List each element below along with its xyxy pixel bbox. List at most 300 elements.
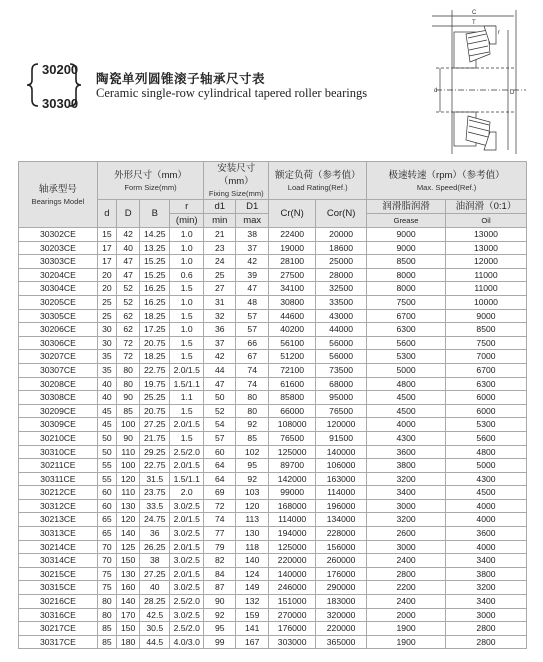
cell-big-d1: 113 <box>236 513 269 527</box>
header-form-size: 外形尺寸（mm） Form Size(mm) <box>97 162 203 200</box>
cell-cr: 125000 <box>269 445 316 459</box>
cell-big-d1: 167 <box>236 635 269 649</box>
cell-cor: 140000 <box>316 445 367 459</box>
cell-cr: 30800 <box>269 295 316 309</box>
cell-grease-speed: 8000 <box>367 268 446 282</box>
table-row <box>19 377 527 391</box>
cell-r: 3.0/2.5 <box>170 554 204 568</box>
cell-d: 75 <box>97 567 116 581</box>
cell-r: 3.0/2.5 <box>170 581 204 595</box>
cell-oil-speed: 2800 <box>445 622 526 636</box>
cell-d1: 95 <box>204 622 236 636</box>
cell-big-d: 150 <box>116 622 139 636</box>
cell-big-d: 140 <box>116 595 139 609</box>
cell-b: 33.5 <box>140 499 170 513</box>
cell-grease-speed: 4800 <box>367 377 446 391</box>
cell-big-d1: 37 <box>236 241 269 255</box>
cell-big-d: 100 <box>116 418 139 432</box>
header-r: r <box>170 200 204 214</box>
header-grease-en: Grease <box>367 214 446 228</box>
cell-cr: 176000 <box>269 622 316 636</box>
cell-grease-speed: 1900 <box>367 622 446 636</box>
cell-cor: 73500 <box>316 363 367 377</box>
cell-big-d1: 39 <box>236 268 269 282</box>
cell-r: 1.0 <box>170 295 204 309</box>
cell-d: 55 <box>97 459 116 473</box>
cell-big-d1: 66 <box>236 336 269 350</box>
cell-big-d: 80 <box>116 363 139 377</box>
header-b: B <box>140 200 170 228</box>
cell-model: 30213CE <box>19 513 98 527</box>
cell-d1: 36 <box>204 323 236 337</box>
cell-grease-speed: 3400 <box>367 486 446 500</box>
cell-b: 26.25 <box>140 540 170 554</box>
cell-grease-speed: 3600 <box>367 445 446 459</box>
cell-b: 25.25 <box>140 391 170 405</box>
table-row <box>19 595 527 609</box>
cell-d: 45 <box>97 418 116 432</box>
cell-big-d: 125 <box>116 540 139 554</box>
cell-big-d1: 85 <box>236 431 269 445</box>
cell-b: 15.25 <box>140 268 170 282</box>
cell-d1: 27 <box>204 282 236 296</box>
cell-d: 85 <box>97 635 116 649</box>
cell-cr: 34100 <box>269 282 316 296</box>
cell-cr: 125000 <box>269 540 316 554</box>
cell-big-d1: 80 <box>236 404 269 418</box>
cell-cor: 290000 <box>316 581 367 595</box>
table-row <box>19 336 527 350</box>
cell-big-d: 150 <box>116 554 139 568</box>
cell-big-d: 47 <box>116 268 139 282</box>
cell-r: 2.0/1.5 <box>170 513 204 527</box>
series-label-bottom: 30300 <box>42 96 79 111</box>
cell-cor: 163000 <box>316 472 367 486</box>
cell-d: 20 <box>97 268 116 282</box>
cell-big-d1: 67 <box>236 350 269 364</box>
cell-d: 85 <box>97 622 116 636</box>
table-row <box>19 228 527 242</box>
cell-d: 30 <box>97 336 116 350</box>
cell-d: 25 <box>97 309 116 323</box>
cell-grease-speed: 7500 <box>367 295 446 309</box>
table-row <box>19 499 527 513</box>
cell-grease-speed: 2600 <box>367 527 446 541</box>
table-row <box>19 363 527 377</box>
cell-big-d1: 92 <box>236 472 269 486</box>
cell-b: 19.75 <box>140 377 170 391</box>
table-row <box>19 635 527 649</box>
cell-d: 60 <box>97 499 116 513</box>
bearing-spec-table <box>18 161 527 649</box>
header-cr: Cr(N) <box>269 200 316 228</box>
cell-big-d: 110 <box>116 486 139 500</box>
cell-grease-speed: 6700 <box>367 309 446 323</box>
cell-cr: 44600 <box>269 309 316 323</box>
cell-grease-speed: 2400 <box>367 554 446 568</box>
cell-grease-speed: 5300 <box>367 350 446 364</box>
diagram-label-r: r <box>498 30 500 36</box>
cell-oil-speed: 3200 <box>445 581 526 595</box>
cell-oil-speed: 3400 <box>445 554 526 568</box>
cell-cr: 246000 <box>269 581 316 595</box>
cell-d1: 74 <box>204 513 236 527</box>
header-r-min: (min) <box>170 214 204 228</box>
cell-oil-speed: 6000 <box>445 404 526 418</box>
cell-cr: 99000 <box>269 486 316 500</box>
cell-cor: 220000 <box>316 622 367 636</box>
cell-cor: 134000 <box>316 513 367 527</box>
cell-d: 75 <box>97 581 116 595</box>
cell-b: 40 <box>140 581 170 595</box>
cell-b: 44.5 <box>140 635 170 649</box>
cell-grease-speed: 3200 <box>367 472 446 486</box>
cell-cor: 228000 <box>316 527 367 541</box>
cell-model: 30308CE <box>19 391 98 405</box>
table-row <box>19 554 527 568</box>
cell-oil-speed: 10000 <box>445 295 526 309</box>
cell-cr: 140000 <box>269 567 316 581</box>
cell-d1: 77 <box>204 527 236 541</box>
cell-oil-speed: 5000 <box>445 459 526 473</box>
cell-oil-speed: 4500 <box>445 486 526 500</box>
cell-cor: 95000 <box>316 391 367 405</box>
cell-b: 27.25 <box>140 418 170 432</box>
cell-d: 15 <box>97 228 116 242</box>
cell-big-d1: 103 <box>236 486 269 500</box>
cell-d1: 92 <box>204 608 236 622</box>
cell-d1: 44 <box>204 363 236 377</box>
cell-cr: 27500 <box>269 268 316 282</box>
header-big-d: D <box>116 200 139 228</box>
cell-r: 2.0/1.5 <box>170 540 204 554</box>
bearing-cross-section-diagram <box>396 4 536 156</box>
cell-d1: 64 <box>204 472 236 486</box>
cell-big-d1: 149 <box>236 581 269 595</box>
cell-cor: 183000 <box>316 595 367 609</box>
cell-model: 30317CE <box>19 635 98 649</box>
cell-grease-speed: 5000 <box>367 363 446 377</box>
cell-big-d: 160 <box>116 581 139 595</box>
cell-b: 29.25 <box>140 445 170 459</box>
cell-oil-speed: 5600 <box>445 431 526 445</box>
cell-model: 30304CE <box>19 282 98 296</box>
cell-grease-speed: 6300 <box>367 323 446 337</box>
cell-model: 30316CE <box>19 608 98 622</box>
table-row <box>19 567 527 581</box>
cell-cor: 260000 <box>316 554 367 568</box>
cell-big-d: 90 <box>116 391 139 405</box>
cell-cr: 51200 <box>269 350 316 364</box>
cell-model: 30206CE <box>19 323 98 337</box>
cell-d: 60 <box>97 486 116 500</box>
cell-cr: 61600 <box>269 377 316 391</box>
cell-cor: 18600 <box>316 241 367 255</box>
cell-big-d1: 92 <box>236 418 269 432</box>
cell-big-d1: 95 <box>236 459 269 473</box>
cell-d1: 57 <box>204 431 236 445</box>
cell-big-d: 72 <box>116 336 139 350</box>
cell-model: 30210CE <box>19 431 98 445</box>
cell-d: 30 <box>97 323 116 337</box>
cell-oil-speed: 3800 <box>445 567 526 581</box>
cell-cor: 20000 <box>316 228 367 242</box>
cell-big-d: 80 <box>116 377 139 391</box>
cell-big-d: 120 <box>116 513 139 527</box>
cell-big-d: 140 <box>116 527 139 541</box>
cell-cr: 303000 <box>269 635 316 649</box>
cell-oil-speed: 7500 <box>445 336 526 350</box>
cell-model: 30211CE <box>19 459 98 473</box>
cell-oil-speed: 3000 <box>445 608 526 622</box>
cell-b: 24.75 <box>140 513 170 527</box>
table-row <box>19 241 527 255</box>
cell-b: 17.25 <box>140 323 170 337</box>
cell-grease-speed: 8500 <box>367 255 446 269</box>
cell-r: 1.5/1.1 <box>170 377 204 391</box>
cell-b: 20.75 <box>140 336 170 350</box>
cell-cor: 56000 <box>316 350 367 364</box>
table-row <box>19 608 527 622</box>
cell-oil-speed: 6700 <box>445 363 526 377</box>
cell-d: 40 <box>97 377 116 391</box>
cell-r: 1.5 <box>170 350 204 364</box>
cell-cr: 56100 <box>269 336 316 350</box>
cell-cor: 76500 <box>316 404 367 418</box>
cell-model: 30315CE <box>19 581 98 595</box>
cell-b: 36 <box>140 527 170 541</box>
cell-r: 2.0/1.5 <box>170 459 204 473</box>
cell-r: 1.5/1.1 <box>170 472 204 486</box>
cell-big-d1: 141 <box>236 622 269 636</box>
cell-b: 18.25 <box>140 309 170 323</box>
cell-d: 55 <box>97 472 116 486</box>
cell-r: 2.5/2.0 <box>170 445 204 459</box>
cell-grease-speed: 1900 <box>367 635 446 649</box>
cell-big-d: 90 <box>116 431 139 445</box>
cell-cor: 156000 <box>316 540 367 554</box>
cell-cor: 25000 <box>316 255 367 269</box>
cell-cor: 44000 <box>316 323 367 337</box>
table-header-row-1 <box>19 162 527 200</box>
cell-r: 2.0/1.5 <box>170 567 204 581</box>
cell-d1: 23 <box>204 241 236 255</box>
cell-d1: 21 <box>204 228 236 242</box>
diagram-label-big-d: D <box>510 90 515 96</box>
cell-model: 30212CE <box>19 486 98 500</box>
cell-r: 1.5 <box>170 431 204 445</box>
cell-big-d1: 140 <box>236 554 269 568</box>
header-oil-en: Oil <box>445 214 526 228</box>
cell-grease-speed: 2200 <box>367 581 446 595</box>
cell-d1: 52 <box>204 404 236 418</box>
cell-cor: 28000 <box>316 268 367 282</box>
cell-model: 30209CE <box>19 404 98 418</box>
cell-model: 30312CE <box>19 499 98 513</box>
cell-cr: 194000 <box>269 527 316 541</box>
series-label-top: 30200 <box>42 62 79 77</box>
cell-d1: 31 <box>204 295 236 309</box>
cell-oil-speed: 8500 <box>445 323 526 337</box>
table-row <box>19 513 527 527</box>
cell-cr: 22400 <box>269 228 316 242</box>
page-title-chinese: 陶瓷单列圆锥滚子轴承尺寸表 <box>96 71 266 86</box>
cell-cr: 168000 <box>269 499 316 513</box>
cell-oil-speed: 4300 <box>445 472 526 486</box>
table-row <box>19 472 527 486</box>
cell-oil-speed: 5300 <box>445 418 526 432</box>
cell-model: 30208CE <box>19 377 98 391</box>
cell-b: 28.25 <box>140 595 170 609</box>
cell-grease-speed: 9000 <box>367 228 446 242</box>
cell-oil-speed: 4800 <box>445 445 526 459</box>
cell-cr: 66000 <box>269 404 316 418</box>
cell-cr: 40200 <box>269 323 316 337</box>
cell-cor: 114000 <box>316 486 367 500</box>
cell-cor: 365000 <box>316 635 367 649</box>
cell-model: 30204CE <box>19 268 98 282</box>
cell-d1: 42 <box>204 350 236 364</box>
cell-b: 22.75 <box>140 363 170 377</box>
table-row <box>19 431 527 445</box>
cell-cor: 176000 <box>316 567 367 581</box>
cell-d: 25 <box>97 295 116 309</box>
cell-d1: 32 <box>204 309 236 323</box>
cell-grease-speed: 5600 <box>367 336 446 350</box>
cell-big-d1: 80 <box>236 391 269 405</box>
table-row <box>19 527 527 541</box>
cell-cr: 76500 <box>269 431 316 445</box>
cell-model: 30203CE <box>19 241 98 255</box>
cell-model: 30303CE <box>19 255 98 269</box>
cell-big-d1: 48 <box>236 295 269 309</box>
cell-model: 30214CE <box>19 540 98 554</box>
cell-b: 21.75 <box>140 431 170 445</box>
cell-d1: 69 <box>204 486 236 500</box>
cell-cr: 85800 <box>269 391 316 405</box>
table-row <box>19 486 527 500</box>
cell-d1: 84 <box>204 567 236 581</box>
cell-grease-speed: 4500 <box>367 404 446 418</box>
page-header <box>0 0 543 160</box>
cell-d: 50 <box>97 431 116 445</box>
cell-oil-speed: 7000 <box>445 350 526 364</box>
cell-r: 2.0/1.5 <box>170 418 204 432</box>
cell-big-d: 120 <box>116 472 139 486</box>
cell-big-d1: 120 <box>236 499 269 513</box>
header-cor: Cor(N) <box>316 200 367 228</box>
cell-grease-speed: 3000 <box>367 499 446 513</box>
cell-model: 30217CE <box>19 622 98 636</box>
cell-cor: 33500 <box>316 295 367 309</box>
cell-big-d: 170 <box>116 608 139 622</box>
table-row <box>19 459 527 473</box>
cell-oil-speed: 4000 <box>445 499 526 513</box>
cell-cr: 89700 <box>269 459 316 473</box>
cell-big-d1: 38 <box>236 228 269 242</box>
cell-d: 65 <box>97 513 116 527</box>
table-row <box>19 581 527 595</box>
table-row <box>19 622 527 636</box>
cell-b: 16.25 <box>140 295 170 309</box>
cell-b: 16.25 <box>140 282 170 296</box>
cell-model: 30207CE <box>19 350 98 364</box>
table-row <box>19 309 527 323</box>
cell-r: 3.0/2.5 <box>170 527 204 541</box>
cell-oil-speed: 3400 <box>445 595 526 609</box>
cell-d: 45 <box>97 404 116 418</box>
table-row <box>19 268 527 282</box>
table-row <box>19 255 527 269</box>
cell-r: 2.5/2.0 <box>170 595 204 609</box>
cell-d: 80 <box>97 608 116 622</box>
cell-model: 30314CE <box>19 554 98 568</box>
cell-big-d: 180 <box>116 635 139 649</box>
cell-cr: 72100 <box>269 363 316 377</box>
cell-big-d1: 118 <box>236 540 269 554</box>
cell-r: 3.0/2.5 <box>170 608 204 622</box>
cell-big-d1: 74 <box>236 377 269 391</box>
cell-oil-speed: 4000 <box>445 540 526 554</box>
cell-cor: 68000 <box>316 377 367 391</box>
cell-cor: 320000 <box>316 608 367 622</box>
cell-d1: 72 <box>204 499 236 513</box>
cell-big-d1: 124 <box>236 567 269 581</box>
cell-d1: 25 <box>204 268 236 282</box>
cell-d1: 47 <box>204 377 236 391</box>
header-d1-min: min <box>204 214 236 228</box>
cell-model: 30302CE <box>19 228 98 242</box>
cell-grease-speed: 3000 <box>367 540 446 554</box>
cell-big-d: 85 <box>116 404 139 418</box>
cell-oil-speed: 13000 <box>445 228 526 242</box>
cell-r: 1.5 <box>170 282 204 296</box>
cell-b: 22.75 <box>140 459 170 473</box>
cell-b: 30.5 <box>140 622 170 636</box>
table-row <box>19 295 527 309</box>
cell-big-d1: 47 <box>236 282 269 296</box>
table-row <box>19 391 527 405</box>
cell-big-d: 72 <box>116 350 139 364</box>
cell-model: 30311CE <box>19 472 98 486</box>
cell-d: 65 <box>97 527 116 541</box>
header-load-rating: 额定负荷（参考值） Load Rating(Ref.) <box>269 162 367 200</box>
header-big-d1-max: max <box>236 214 269 228</box>
cell-cr: 28100 <box>269 255 316 269</box>
cell-r: 2.5/2.0 <box>170 622 204 636</box>
cell-d1: 37 <box>204 336 236 350</box>
cell-oil-speed: 4000 <box>445 513 526 527</box>
cell-grease-speed: 2400 <box>367 595 446 609</box>
cell-model: 30306CE <box>19 336 98 350</box>
cell-big-d: 42 <box>116 228 139 242</box>
cell-oil-speed: 3600 <box>445 527 526 541</box>
diagram-label-c: C <box>472 10 477 16</box>
cell-oil-speed: 11000 <box>445 282 526 296</box>
cell-r: 1.5 <box>170 336 204 350</box>
cell-cor: 56000 <box>316 336 367 350</box>
cell-cr: 142000 <box>269 472 316 486</box>
cell-grease-speed: 3200 <box>367 513 446 527</box>
cell-big-d1: 57 <box>236 323 269 337</box>
cell-big-d: 52 <box>116 282 139 296</box>
cell-r: 1.0 <box>170 228 204 242</box>
cell-big-d1: 74 <box>236 363 269 377</box>
cell-d: 70 <box>97 554 116 568</box>
diagram-label-d: d <box>434 88 438 94</box>
cell-d: 70 <box>97 540 116 554</box>
cell-model: 30305CE <box>19 309 98 323</box>
